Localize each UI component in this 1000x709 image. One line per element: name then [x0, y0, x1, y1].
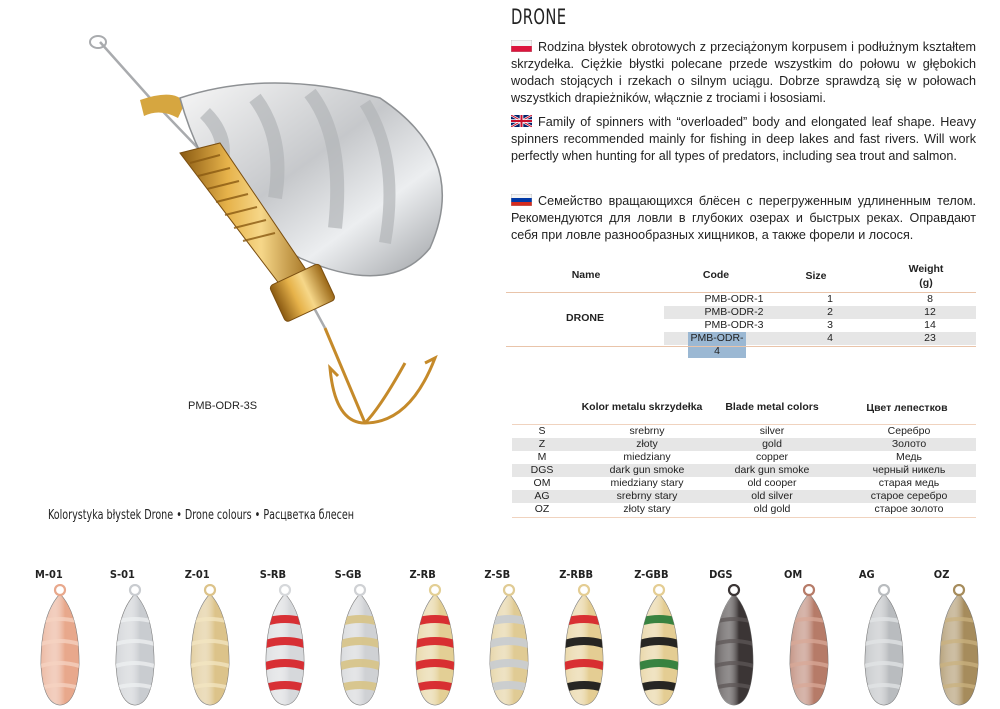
description-english [511, 114, 976, 165]
russia-flag-icon [511, 194, 532, 206]
color-row [512, 451, 976, 464]
header-ru: Цвет лепестков [866, 402, 948, 414]
color-row-ru: Серебро [887, 425, 931, 437]
color-row-en: old gold [753, 503, 791, 515]
uk-flag-icon [511, 115, 532, 127]
colors-heading: Kolorystyka błystek Drone • Drone colours • Расцветка блесен [48, 508, 355, 523]
row-code: PMB-ODR-1 [704, 293, 764, 305]
row-weight: 12 [924, 306, 936, 318]
swatch-z-gbb [634, 568, 710, 708]
swatch-dgs [709, 568, 785, 708]
swatch-code: Z-RBB [559, 568, 594, 581]
blade-icon [559, 584, 609, 708]
swatch-om [784, 568, 860, 708]
row-code: PMB-ODR-3 [704, 319, 764, 331]
description-russian [511, 193, 976, 244]
header-code: Code [702, 269, 730, 281]
color-row-pl: srebrny [629, 425, 665, 437]
color-row-pl: miedziany [623, 451, 671, 463]
table-row [664, 332, 976, 357]
table-row [664, 319, 976, 332]
sizes-table-header [506, 262, 976, 292]
row-weight: 14 [924, 319, 936, 331]
swatch-oz [934, 568, 1000, 708]
color-row-pl: złoty [636, 438, 658, 450]
header-weight: Weight [908, 263, 944, 275]
swatch-code: S-RB [259, 568, 287, 581]
color-row-ru: черный никель [872, 464, 946, 476]
row-size: 2 [827, 306, 833, 318]
color-row [512, 503, 976, 516]
color-row-ru: старое золото [874, 503, 944, 515]
color-row-code: OM [533, 477, 551, 489]
swatch-code: OZ [933, 568, 950, 581]
color-row-code: DGS [530, 464, 554, 476]
color-row-ru: Медь [895, 451, 923, 463]
description-russian-text: Семейство вращающихся блёсен с перегруженным удлиненным телом. Рекомендуются для ловли в глубоких озерах и быстрых реках. Оправдают себя при ловле разнообразных хищников, а также форели и лосося. [511, 194, 976, 242]
blade-icon [335, 584, 385, 708]
color-row-code: S [538, 425, 546, 437]
color-row-code: OZ [534, 503, 550, 515]
color-row-en: old silver [751, 490, 793, 502]
table-rule [512, 517, 976, 518]
description-polish-text: Rodzina błystek obrotowych z przeciążonym korpusem i podłużnym kształtem skrzydełka. Ciężkie błystki polecane przede wszystkim do połowu w głębokich wodach stojących i rzekach o silnym uciągu. Dobrze sprawdzą się w połowach wszystkich drapieżników, włącznie z trociami i łososiami. [511, 40, 976, 105]
color-row-en: copper [755, 451, 789, 463]
swatch-m-01 [35, 568, 111, 708]
color-row-code: M [537, 451, 547, 463]
color-row-en: dark gun smoke [734, 464, 810, 476]
blade-icon [484, 584, 534, 708]
header-en: Blade metal colors [725, 401, 819, 413]
swatch-code: S-01 [109, 568, 135, 581]
row-weight: 8 [927, 293, 933, 305]
color-row [512, 490, 976, 503]
color-row-pl: złoty stary [623, 503, 671, 515]
color-row [512, 438, 976, 451]
header-size: Size [805, 270, 827, 282]
swatch-code: OM [784, 568, 803, 581]
swatch-code: DGS [709, 568, 733, 581]
color-row-pl: srebrny stary [616, 490, 678, 502]
swatch-s-rb [260, 568, 336, 708]
swatch-s-01 [110, 568, 186, 708]
color-row [512, 464, 976, 477]
poland-flag-icon [511, 40, 532, 52]
swatch-code: AG [858, 568, 875, 581]
table-row [664, 293, 976, 306]
color-row-code: AG [534, 490, 550, 502]
color-row-ru: старая медь [878, 477, 940, 489]
table-row [664, 306, 976, 319]
blade-icon [859, 584, 909, 708]
treble-hook [325, 328, 435, 423]
product-title: DRONE [511, 5, 567, 29]
blade-icon [185, 584, 235, 708]
description-polish [511, 39, 976, 107]
swatch-ag [859, 568, 935, 708]
color-row-en: old cooper [747, 477, 797, 489]
row-code: PMB-ODR-2 [704, 306, 764, 318]
color-row-code: Z [538, 438, 546, 450]
swatch-code: Z-01 [184, 568, 210, 581]
color-row-pl: dark gun smoke [609, 464, 685, 476]
color-row [512, 425, 976, 438]
blade-icon [634, 584, 684, 708]
blade-icon [260, 584, 310, 708]
sizes-product-name: DRONE [566, 312, 604, 324]
product-image-caption: PMB-ODR-3S [188, 400, 258, 412]
color-row-en: gold [762, 438, 782, 450]
swatch-z-sb [484, 568, 560, 708]
swatch-z-rb [410, 568, 486, 708]
table-rule [506, 346, 976, 347]
color-row-pl: miedziany stary [610, 477, 684, 489]
swatch-code: Z-SB [484, 568, 511, 581]
header-name: Name [571, 269, 601, 281]
swatch-z-rbb [559, 568, 635, 708]
description-english-text: Family of spinners with “overloaded” body and elongated leaf shape. Heavy spinners recommended mainly for fishing in deep lakes and fast rivers. Will work perfectly when hunting for all types of predators, including sea trout and salmon. [511, 115, 976, 163]
color-row-ru: старое серебро [870, 490, 948, 502]
blade-icon [934, 584, 984, 708]
blade-icon [410, 584, 460, 708]
swatch-code: M-01 [35, 568, 63, 581]
row-size: 1 [827, 293, 833, 305]
swatch-z-01 [185, 568, 261, 708]
blade-icon [709, 584, 759, 708]
row-code-selected[interactable]: PMB-ODR-4 [688, 332, 746, 358]
swatch-code: S-GB [334, 568, 362, 581]
blade-icon [784, 584, 834, 708]
blade-icon [110, 584, 160, 708]
blade-icon [35, 584, 85, 708]
swatch-code: Z-GBB [634, 568, 669, 581]
colors-table-header [512, 396, 976, 422]
row-size: 3 [827, 319, 833, 331]
header-weight-unit: (g) [919, 277, 933, 289]
row-weight: 23 [924, 332, 936, 344]
header-pl: Kolor metalu skrzydełka [581, 401, 703, 413]
product-image [80, 28, 460, 448]
swatch-code: Z-RB [409, 568, 436, 581]
color-row-en: silver [759, 425, 785, 437]
row-size: 4 [827, 332, 833, 344]
swatch-s-gb [335, 568, 411, 708]
color-row-ru: Золото [891, 438, 927, 450]
color-row [512, 477, 976, 490]
